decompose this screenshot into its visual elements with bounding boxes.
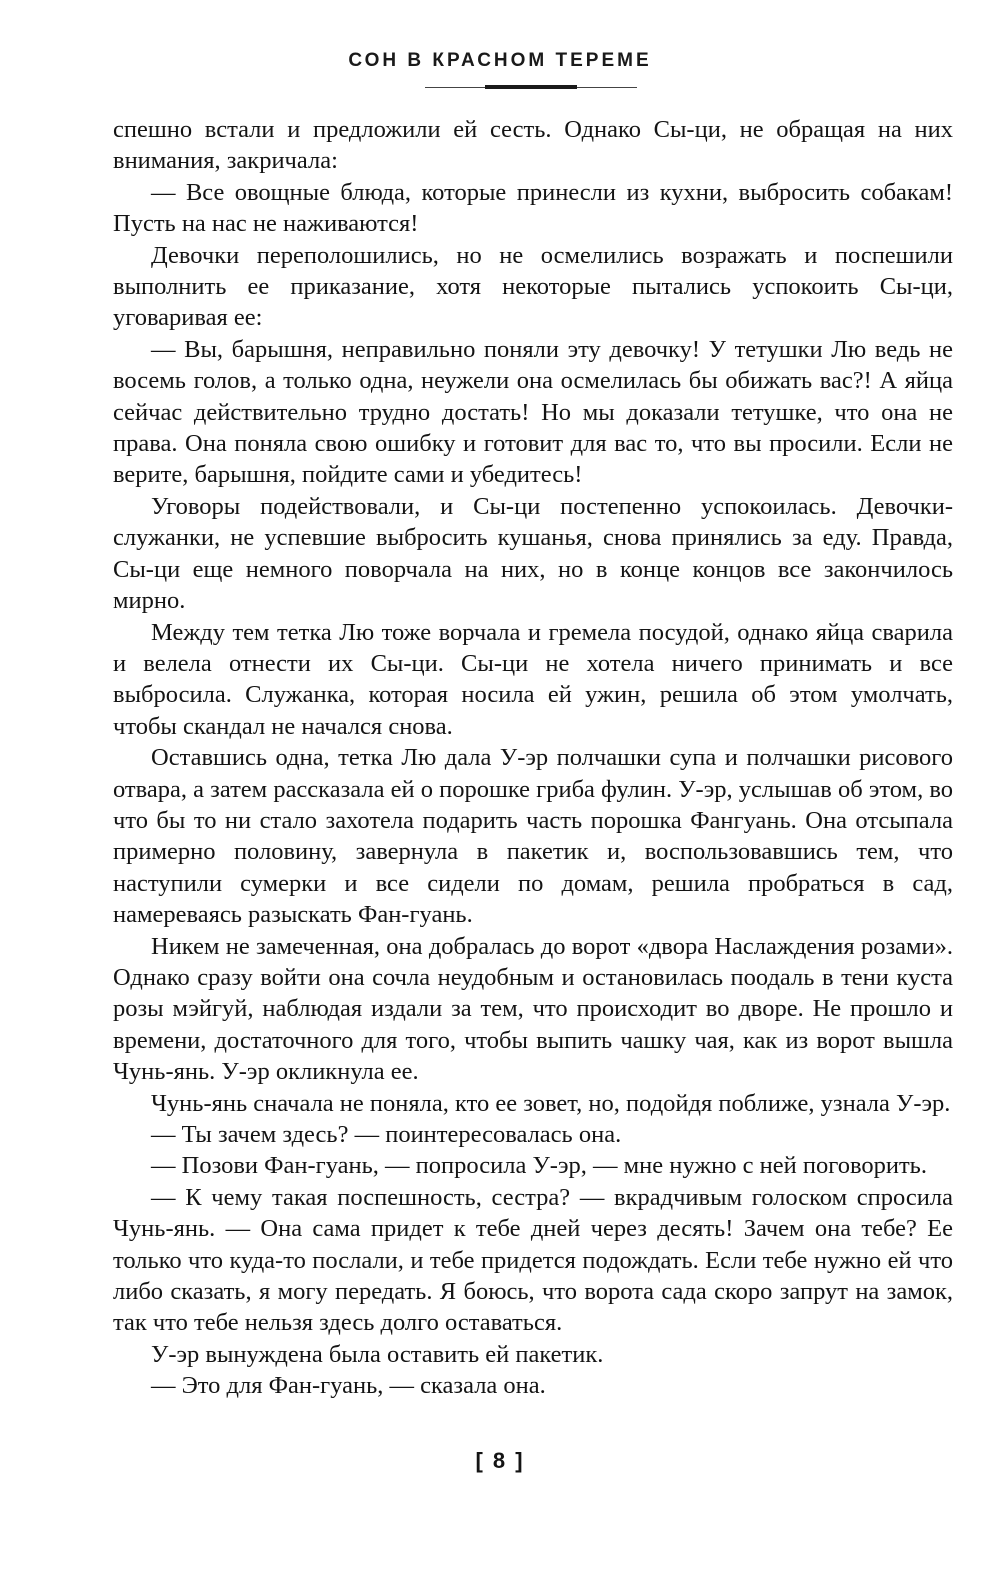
running-title: СОН В КРАСНОМ ТЕРЕМЕ	[348, 50, 652, 71]
header-rule	[425, 84, 637, 90]
paragraph: У-эр вынуждена была оставить ей пакетик.	[151, 1340, 604, 1368]
page-number: [ 8 ]	[475, 1448, 525, 1473]
header-rule-thick	[485, 85, 577, 89]
paragraph: — Все овощные блюда, которые принесли из кухни, выбросить собакам! Пусть на нас не наживаются!	[113, 178, 953, 238]
paragraph: Уговоры подействовали, и Сы-ци постепенно успокоилась. Девочки-служанки, не успевшие выбросить кушанья, снова принялись за еду. Правда, Сы-ци еще немного поворчала на них, но в конце концов все закончилось мирно.	[113, 492, 953, 615]
paragraph: — К чему такая поспешность, сестра? — вкрадчивым голоском спросила Чунь-янь. — Она сама придет к тебе дней через десять! Зачем она тебе? Ее только что куда-то послали, и тебе придется подождать. Если тебе нужно ей что либо сказать, я могу передать. Я боюсь, что ворота сада скоро запрут на замок, так что тебе нельзя здесь долго оставаться.	[113, 1183, 953, 1337]
paragraph: — Это для Фан-гуань, — сказала она.	[151, 1372, 546, 1400]
paragraph: Между тем тетка Лю тоже ворчала и гремела посудой, однако яйца сварила и велела отнести их Сы-ци. Сы-ци не хотела ничего принимать и все выбросила. Служанка, которая носила ей ужин, решила об этом умолчать, чтобы скандал не начался снова.	[113, 618, 953, 740]
running-header	[0, 50, 1000, 72]
paragraph: — Ты зачем здесь? — поинтересовалась она.	[151, 1121, 622, 1148]
paragraph: — Вы, барышня, неправильно поняли эту девочку! У тетушки Лю ведь не восемь голов, а только одна, неужели она осмелилась бы обижать вас?! А яйца сейчас действительно трудно достать! Но мы доказали тетушке, что она не права. Она поняла свою ошибку и готовит для вас то, что вы просили. Если не верите, барышня, пойдите сами и убедитесь!	[113, 335, 953, 489]
paragraph: Девочки переполошились, но не осмелились возражать и поспешили выполнить ее приказание, хотя некоторые пытались успокоить Сы-ци, уговаривая ее:	[113, 241, 953, 332]
paragraph: — Позови Фан-гуань, — попросила У-эр, — мне нужно с ней поговорить.	[151, 1152, 927, 1180]
body-text	[113, 114, 953, 1402]
paragraph: спешно встали и предложили ей сесть. Однако Сы-ци, не обращая на них внимания, закричала:	[113, 116, 953, 175]
paragraph: Чунь-янь сначала не поняла, кто ее зовет, но, подойдя поближе, узнала У-эр.	[151, 1089, 951, 1117]
paragraph: Оставшись одна, тетка Лю дала У-эр полчашки супа и полчашки рисового отвара, а затем рассказала ей о порошке гриба фулин. У-эр, услышав об этом, во что бы то ни стало захотела подарить часть порошка Фангуань. Она отсыпала примерно половину, завернула в пакетик и, воспользовавшись тем, что наступили сумерки и все сидели по домам, решила пробраться в сад, намереваясь разыскать Фан-гуань.	[113, 744, 953, 929]
paragraph: Никем не замеченная, она добралась до ворот «двора Наслаждения розами». Однако сразу войти она сочла неудобным и остановилась поодаль в тени куста розы мэйгуй, наблюдая издали за тем, что происходит во дворе. Не прошло и времени, достаточного для того, чтобы выпить чашку чая, как из ворот вышла Чунь-янь. У-эр окликнула ее.	[113, 932, 953, 1086]
